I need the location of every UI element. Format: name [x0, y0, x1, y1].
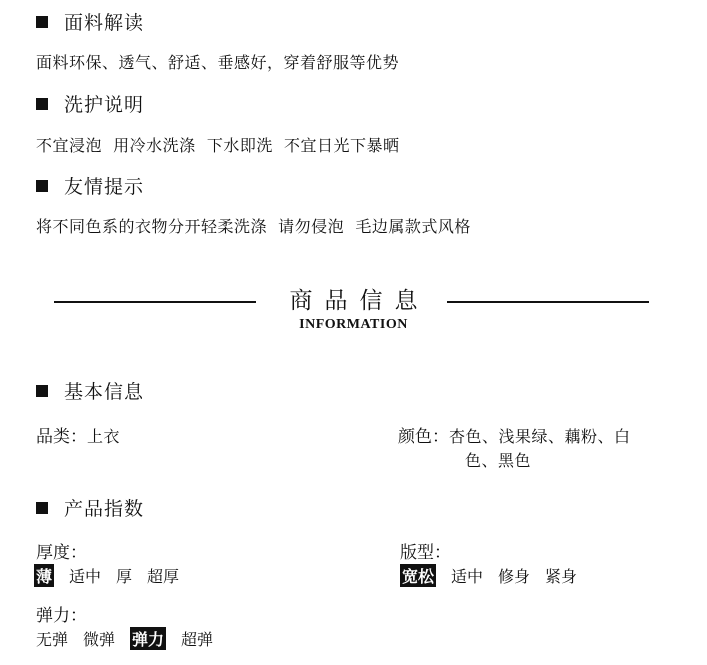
fabric-heading: 面料解读 — [64, 12, 145, 34]
thickness-option: 厚 — [116, 567, 133, 586]
color-row — [398, 422, 631, 447]
index-heading: 产品指数 — [64, 498, 145, 520]
bullet-square-icon — [36, 180, 48, 192]
fit-option: 适中 — [451, 567, 484, 586]
section-heading-care — [36, 90, 144, 117]
color-label: 颜色： — [398, 427, 449, 447]
section-heading-index — [36, 494, 144, 521]
bullet-square-icon — [36, 16, 48, 28]
fit-options — [400, 564, 592, 587]
info-title: 商品信息 — [289, 288, 430, 314]
fit-label: 版型： — [400, 543, 451, 563]
thickness-option: 适中 — [69, 567, 102, 586]
category-value: 上衣 — [87, 427, 121, 446]
care-heading: 洗护说明 — [64, 94, 145, 116]
elasticity-option: 弹力 — [130, 627, 166, 650]
section-heading-basic — [36, 377, 144, 404]
elasticity-option: 无弹 — [36, 630, 69, 649]
bullet-square-icon — [36, 98, 48, 110]
info-subtitle: INFORMATION — [299, 317, 408, 332]
bullet-square-icon — [36, 502, 48, 514]
color-value-line1: 杏色、浅果绿、藕粉、白 — [449, 427, 631, 446]
thickness-label: 厚度： — [36, 543, 87, 563]
basic-heading: 基本信息 — [64, 381, 145, 403]
category-row — [36, 422, 120, 447]
tips-heading: 友情提示 — [64, 176, 145, 198]
thickness-options — [34, 564, 194, 587]
fit-option: 紧身 — [545, 567, 578, 586]
fabric-text: 面料环保、透气、舒适、垂感好，穿着舒服等优势 — [36, 53, 400, 72]
elasticity-option: 微弹 — [83, 630, 116, 649]
category-label: 品类： — [36, 427, 87, 447]
section-heading-fabric — [36, 8, 144, 35]
thickness-option: 薄 — [34, 564, 54, 587]
elasticity-options — [36, 627, 228, 650]
fit-option: 修身 — [498, 567, 531, 586]
elasticity-option: 超弹 — [181, 630, 214, 649]
thickness-option: 超厚 — [147, 567, 180, 586]
elasticity-label: 弹力： — [36, 606, 87, 626]
fit-option: 宽松 — [400, 564, 436, 587]
tips-text: 将不同色系的衣物分开轻柔洗涤 请勿侵泡 毛边属款式风格 — [36, 217, 471, 236]
bullet-square-icon — [36, 385, 48, 397]
color-value-line2: 色、黑色 — [465, 451, 532, 470]
section-heading-tips — [36, 172, 144, 199]
care-text: 不宜浸泡 用冷水洗涤 下水即洗 不宜日光下暴晒 — [36, 136, 400, 155]
